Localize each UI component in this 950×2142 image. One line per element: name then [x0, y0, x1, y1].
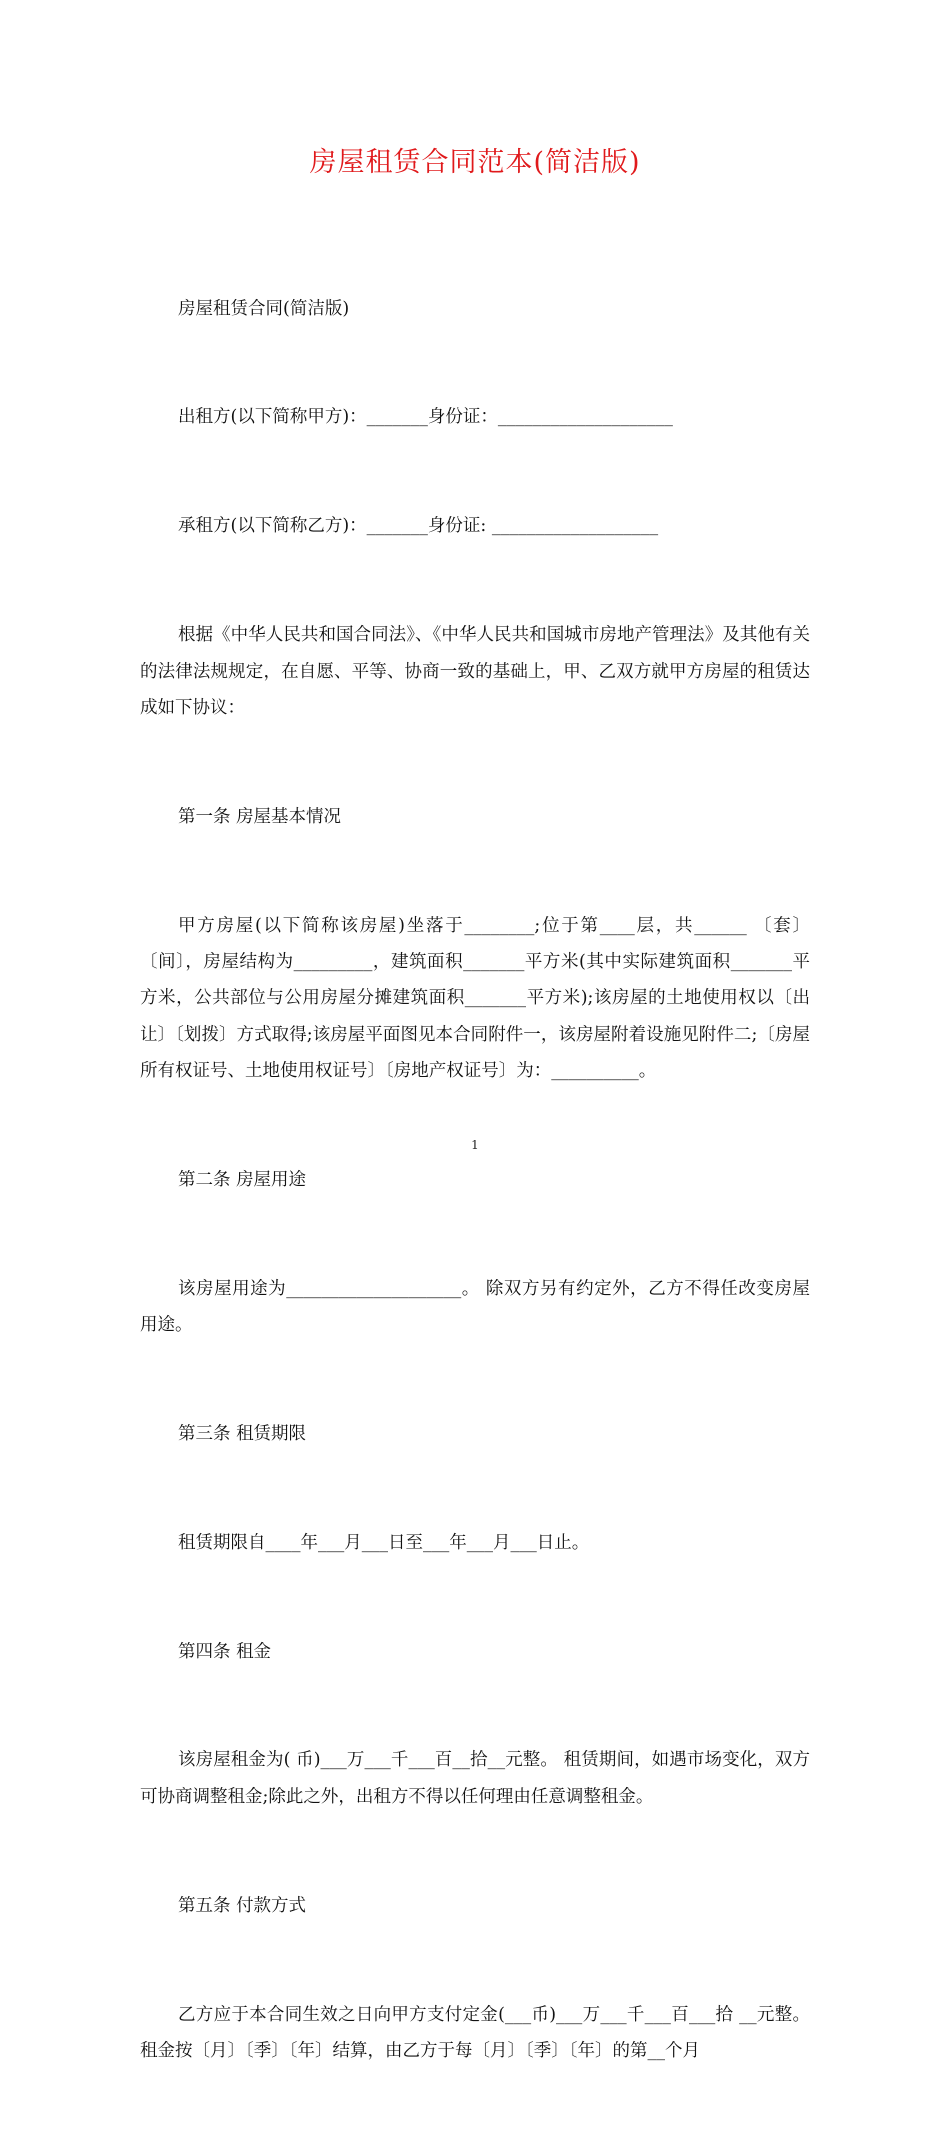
paragraph-property-use: 该房屋用途为____________________。 除双方另有约定外，乙方不得任改变房屋用途。	[140, 1278, 810, 1335]
section-heading-1: 第一条 房屋基本情况	[178, 806, 342, 827]
paragraph-lease-term: 租赁期限自____年___月___日至___年___月___日止。	[178, 1532, 590, 1553]
paragraph-preamble: 根据《中华人民共和国合同法》、《中华人民共和国城市房地产管理法》及其他有关的法律法规规定，在自愿、平等、协商一致的基础上，甲、乙双方就甲方房屋的租赁达成如下协议：	[140, 625, 810, 718]
paragraph-rent: 该房屋租金为( 币)___万___千___百__拾__元整。 租赁期间，如遇市场变化，双方可协商调整租金;除此之外，出租方不得以任何理由任意调整租金。	[140, 1750, 810, 1807]
document-title: 房屋租赁合同范本(简洁版)	[309, 147, 641, 178]
paragraph-lessor: 出租方(以下简称甲方)：_______身份证：____________________	[178, 407, 673, 428]
paragraph-property-basics: 甲方房屋(以下简称该房屋)坐落于________;位于第____层，共______ 〔套〕〔间〕，房屋结构为_________，建筑面积_______平方米(其中实际建筑面积_______平方米，公共部位与公用房屋分摊建筑面积_______平方米);该房屋的土地使用权以〔出让〕〔划拨〕方式取得;该房屋平面图见本合同附件一，该房屋附着设施见附件二;〔房屋所有权证号、土地使用权证号〕〔房地产权证号〕为：__________。	[140, 915, 810, 1081]
section-heading-3: 第三条 租赁期限	[178, 1423, 307, 1444]
page-number: 1	[471, 1138, 479, 1152]
document-body	[140, 218, 810, 2142]
paragraph-payment: 乙方应于本合同生效之日向甲方支付定金(___币)___万___千___百___拾 __元整。租金按〔月〕〔季〕〔年〕结算，由乙方于每〔月〕〔季〕〔年〕的第__个月	[140, 2004, 810, 2061]
paragraph-lessee: 承租方(以下简称乙方)：_______身份证: ___________________	[178, 516, 659, 537]
section-heading-4: 第四条 租金	[178, 1641, 272, 1662]
section-heading-5: 第五条 付款方式	[178, 1895, 307, 1916]
section-heading-2: 第二条 房屋用途	[178, 1169, 307, 1190]
paragraph-contract-heading: 房屋租赁合同(简洁版)	[178, 298, 350, 319]
